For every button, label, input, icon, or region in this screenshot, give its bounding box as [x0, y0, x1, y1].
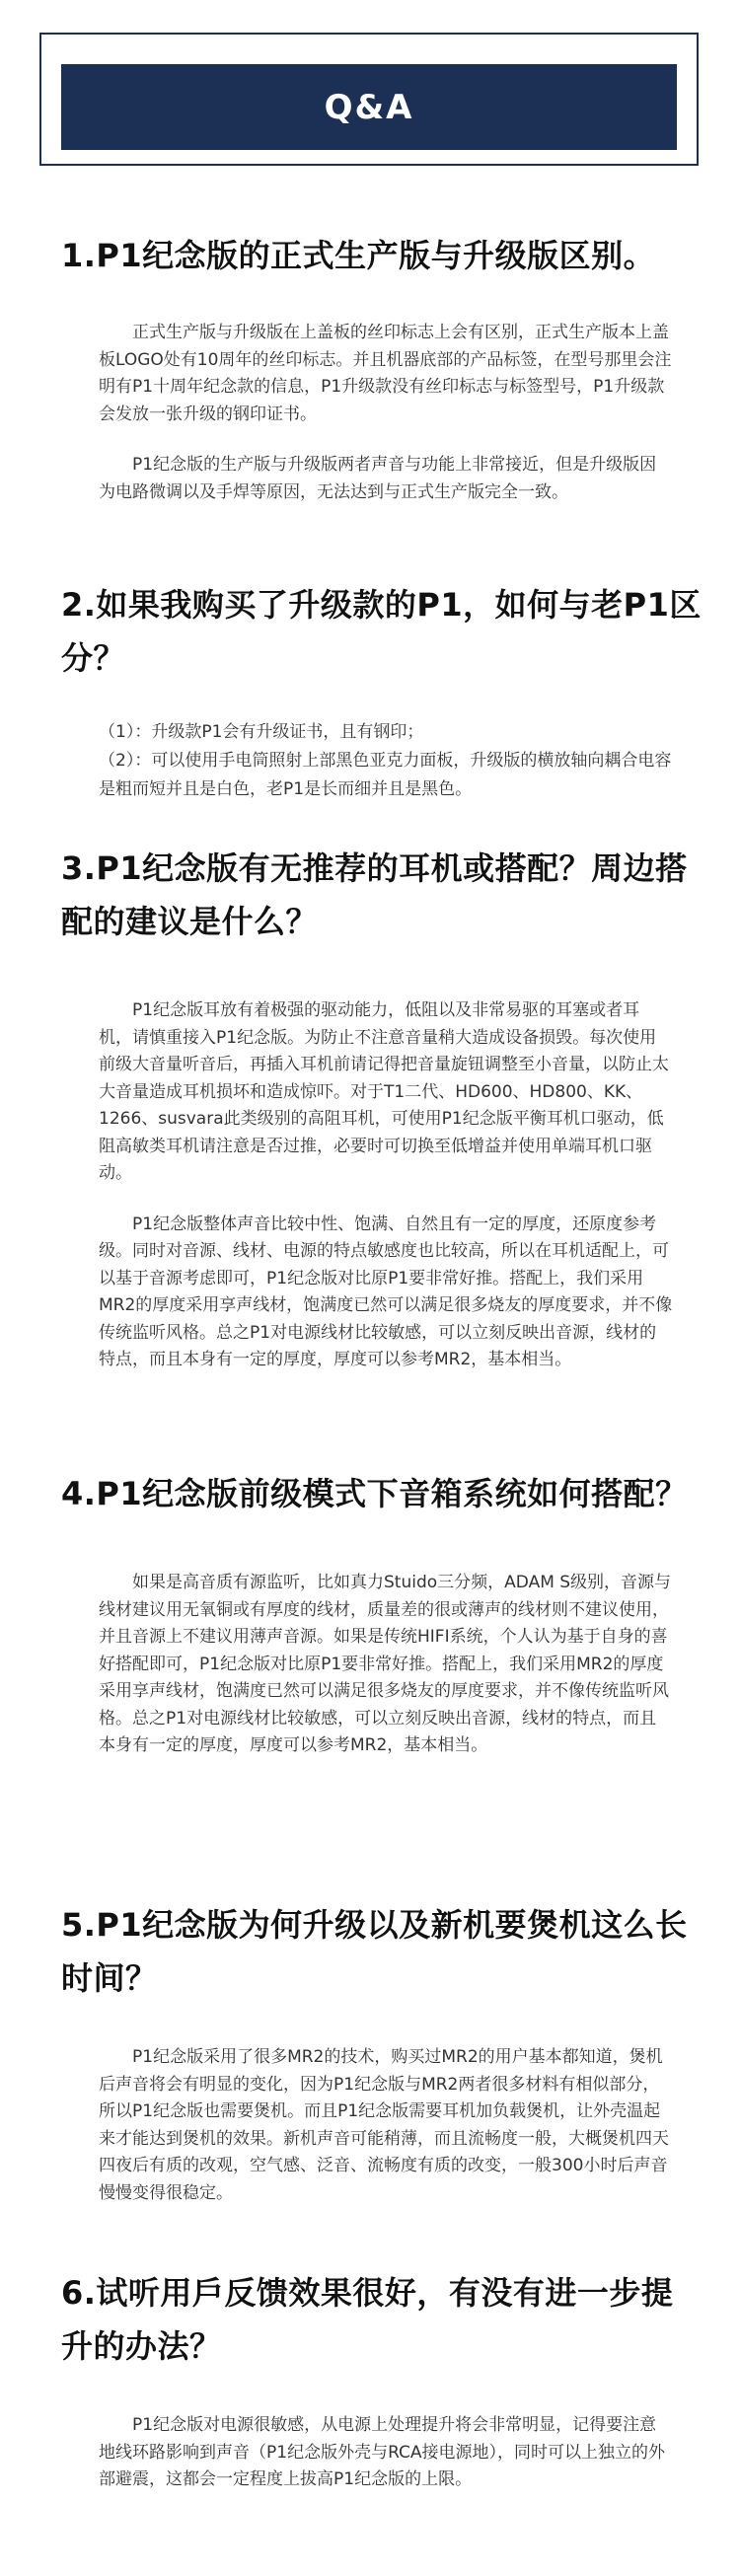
qa-banner-title: Q&A	[324, 87, 414, 127]
qa-section-3	[0, 842, 740, 1374]
qa-section-5	[0, 1898, 740, 2207]
qa-section-1	[0, 229, 740, 506]
answer-2-item-2: （2）：可以使用手电筒照射上部黑色亚克力面板，升级版的横放轴向耦合电容是粗而短并且是白色，老P1是长而细并且是黑色。	[99, 751, 672, 799]
answer-5-paragraph-1: P1纪念版采用了很多MR2的技术，购买过MR2的用户基本都知道，煲机后声音将会有明显的变化，因为P1纪念版与MR2两者很多材料有相似部分，所以P1纪念版也需要煲机。而且P1纪念版需要耳机加负载煲机，让外壳温起来才能达到煲机的效果。新机声音可能稍薄，而且流畅度一般，大概煲机四天四夜后有质的改观，空气感、泛音、流畅度有质的改变，一般300小时后声音慢慢变得很稳定。	[99, 2047, 669, 2203]
question-5-heading: 5.P1纪念版为何升级以及新机要煲机这么长时间？	[61, 1906, 688, 1997]
qa-banner	[61, 64, 677, 150]
qa-section-6	[0, 2266, 740, 2494]
answer-4-paragraph-1: 如果是高音质有源监听，比如真力Stuido三分频，ADAM S级别，音源与线材建议用无氧铜或有厚度的线材，质量差的很或薄声的线材则不建议使用，并且音源上不建议用薄声音源。如果是传统HIFI系统，个人认为基于自身的喜好搭配即可，P1纪念版对比原P1要非常好推。搭配上，我们采用MR2的厚度采用享声线材，饱满度已然可以满足很多烧友的厚度要求，并不像传统监听风格。总之P1对电源线材比较敏感，可以立刻反映出音源，线材的特点，而且本身有一定的厚度，厚度可以参考MR2，基本相当。	[99, 1573, 672, 1755]
answer-1-paragraph-2: P1纪念版的生产版与升级版两者声音与功能上非常接近，但是升级版因为电路微调以及手焊等原因，无法达到与正式生产版完全一致。	[99, 455, 657, 502]
qa-section-4	[0, 1467, 740, 1760]
answer-3-paragraph-1: P1纪念版耳放有着极强的驱动能力，低阻以及非常易驱的耳塞或者耳机，请慎重接入P1纪念版。为防止不注意音量稍大造成设备损毁。每次使用前级大音量听音后，再插入耳机前请记得把音量旋钮调整至小音量，以防止太大音量造成耳机损坏和造成惊吓。对于T1二代、HD600、HD800、KK、1266、susvara此类级别的高阻耳机，可使用P1纪念版平衡耳机口驱动，低阻高敏类耳机请注意是否过推，必要时可切换至低增益并使用单端耳机口驱动。	[99, 1000, 669, 1183]
question-4-heading: 4.P1纪念版前级模式下音箱系统如何搭配？	[61, 1475, 688, 1512]
answer-3-paragraph-2: P1纪念版整体声音比较中性、饱满、自然且有一定的厚度，还原度参考级。同时对音源、线材、电源的特点敏感度也比较高，所以在耳机适配上，可以基于音源考虑即可，P1纪念版对比原P1要非常好推。搭配上，我们采用MR2的厚度采用享声线材，饱满度已然可以满足很多烧友的厚度要求，并不像传统监听风格。总之P1对电源线材比较敏感，可以立刻反映出音源，线材的特点，而且本身有一定的厚度，厚度可以参考MR2，基本相当。	[99, 1214, 673, 1369]
answer-6-paragraph-1: P1纪念版对电源很敏感，从电源上处理提升将会非常明显，记得要注意地线环路影响到声音（P1纪念版外壳与RCA接电源地），同时可以上独立的外部避震，这都会一定程度上拔高P1纪念版的上限。	[99, 2415, 666, 2489]
question-3-heading: 3.P1纪念版有无推荐的耳机或搭配？周边搭配的建议是什么？	[61, 849, 688, 940]
qa-banner-frame	[39, 33, 699, 166]
question-2-heading: 2.如果我购买了升级款的P1，如何与老P1区分？	[61, 586, 702, 677]
question-1-heading: 1.P1纪念版的正式生产版与升级版区别。	[61, 237, 656, 274]
qa-section-2	[0, 578, 740, 804]
answer-2-item-1: （1）：升级款P1会有升级证书，且有钢印；	[99, 722, 424, 742]
question-6-heading: 6.试听用戶反馈效果很好，有没有进一步提升的办法？	[61, 2274, 674, 2365]
answer-1-paragraph-1: 正式生产版与升级版在上盖板的丝印标志上会有区别，正式生产版本上盖板LOGO处有10周年的丝印标志。并且机器底部的产品标签，在型号那里会注明有P1十周年纪念款的信息，P1升级款没有丝印标志与标签型号，P1升级款会发放一张升级的钢印证书。	[99, 323, 672, 424]
